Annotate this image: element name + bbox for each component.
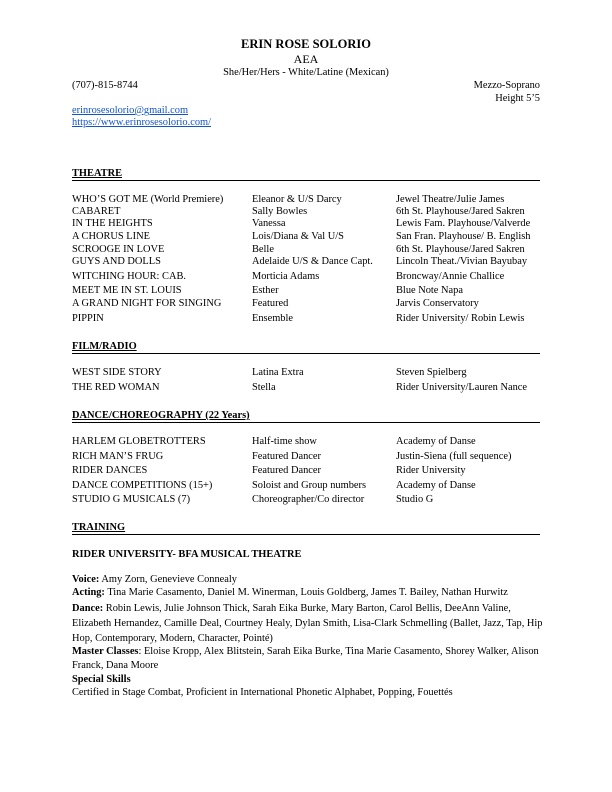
credit-title: A GRAND NIGHT FOR SINGING [72, 298, 222, 309]
credit-venue: Lewis Fam. Playhouse/Valverde [396, 218, 531, 229]
credit-role: Featured Dancer [252, 451, 321, 462]
credit-title: DANCE COMPETITIONS (15+) [72, 480, 213, 491]
credit-venue: 6th St. Playhouse/Jared Sakren [396, 244, 525, 255]
credit-role: Sally Bowles [252, 206, 308, 217]
height: Height 5’5 [495, 93, 540, 104]
credit-venue: Lincoln Theat./Vivian Bayubay [396, 256, 528, 267]
credit-role: Lois/Diana & Val U/S [252, 231, 344, 242]
credit-title: MEET ME IN ST. LOUIS [72, 285, 182, 296]
resume-name: ERIN ROSE SOLORIO [241, 37, 371, 51]
credit-role: Morticia Adams [252, 271, 320, 282]
credit-role: Esther [252, 285, 279, 296]
credit-venue: Studio G [396, 494, 434, 505]
training-voice: Voice: Amy Zorn, Genevieve Connealy [72, 574, 237, 585]
credit-role: Soloist and Group numbers [252, 480, 367, 491]
section-heading-dance: DANCE/CHOREOGRAPHY (22 Years) [72, 410, 540, 423]
email-link[interactable]: erinrosesolorio@gmail.com [72, 105, 189, 116]
credit-title: WITCHING HOUR: CAB. [72, 271, 187, 282]
credit-role: Belle [252, 244, 274, 255]
credit-title: CABARET [72, 206, 121, 217]
training-school: RIDER UNIVERSITY- BFA MUSICAL THEATRE [72, 549, 302, 560]
special-skills-heading: Special Skills [72, 674, 131, 685]
credit-venue: Steven Spielberg [396, 367, 467, 378]
credit-title: HARLEM GLOBETROTTERS [72, 436, 206, 447]
credit-venue: Rider University [396, 465, 466, 476]
credit-role: Latina Extra [252, 367, 304, 378]
credit-venue: Jarvis Conservatory [396, 298, 479, 309]
credit-role: Ensemble [252, 313, 293, 324]
pronouns-ethnicity: She/Her/Hers - White/Latine (Mexican) [223, 67, 389, 78]
credit-title: RIDER DANCES [72, 465, 148, 476]
credit-venue: Jewel Theatre/Julie James [396, 194, 505, 205]
credit-venue: 6th St. Playhouse/Jared Sakren [396, 206, 525, 217]
credit-title: SCROOGE IN LOVE [72, 244, 165, 255]
credit-title: WHO’S GOT ME (World Premiere) [72, 194, 224, 205]
website-link[interactable]: https://www.erinrosesolorio.com/ [72, 117, 212, 128]
credit-role: Adelaide U/S & Dance Capt. [252, 256, 373, 267]
credit-venue: Blue Note Napa [396, 285, 463, 296]
credit-title: RICH MAN’S FRUG [72, 451, 164, 462]
training-dance: Dance: Robin Lewis, Julie Johnson Thick, Sarah Eika Burke, Mary Barton, Carol Bellis, DeeAnn Valine, Elizabeth Hernandez, Camille Deal, Courtney Healy, Dylan Smith, Lisa-Clark Schmelling (Ballet, Jazz, Tap, Hip Hop, Contemporary, Modern, Character, Pointé) [72, 603, 543, 644]
training-master-classes: Master Classes: Eloise Kropp, Alex Blitstein, Sarah Eika Burke, Tina Marie Casamento, Shorey Walker, Alison Franck, Dana Moore [72, 646, 539, 671]
section-heading-film-radio: FILM/RADIO [72, 341, 540, 354]
credit-title: GUYS AND DOLLS [72, 256, 161, 267]
section-heading-theatre: THEATRE [72, 168, 540, 181]
credit-venue: Broncway/Annie Challice [396, 271, 505, 282]
credit-title: WEST SIDE STORY [72, 367, 162, 378]
credit-title: THE RED WOMAN [72, 382, 160, 393]
training-acting: Acting: Tina Marie Casamento, Daniel M. Winerman, Louis Goldberg, James T. Bailey, Nathan Hurwitz [72, 587, 508, 598]
credit-role: Eleanor & U/S Darcy [252, 194, 342, 205]
credit-role: Choreographer/Co director [252, 494, 365, 505]
credit-role: Featured Dancer [252, 465, 321, 476]
union-affiliation: AEA [293, 52, 319, 66]
credit-venue: Academy of Danse [396, 436, 476, 447]
credit-role: Vanessa [252, 218, 286, 229]
credit-role: Featured [252, 298, 289, 309]
credit-venue: Academy of Danse [396, 480, 476, 491]
credit-venue: Rider University/Lauren Nance [396, 382, 527, 393]
credit-role: Stella [252, 382, 276, 393]
credit-title: PIPPIN [72, 313, 104, 324]
phone-number: (707)-815-8744 [72, 80, 138, 91]
voice-type: Mezzo-Soprano [473, 80, 540, 91]
credit-venue: Justin-Siena (full sequence) [396, 451, 512, 462]
special-skills-text: Certified in Stage Combat, Proficient in International Phonetic Alphabet, Popping, Fouettés [72, 687, 453, 698]
credit-title: STUDIO G MUSICALS (7) [72, 494, 191, 505]
credit-venue: Rider University/ Robin Lewis [396, 313, 525, 324]
credit-title: A CHORUS LINE [72, 231, 150, 242]
section-heading-training: TRAINING [72, 522, 540, 535]
credit-venue: San Fran. Playhouse/ B. English [396, 231, 531, 242]
credit-role: Half-time show [252, 436, 317, 447]
credit-title: IN THE HEIGHTS [72, 218, 153, 229]
